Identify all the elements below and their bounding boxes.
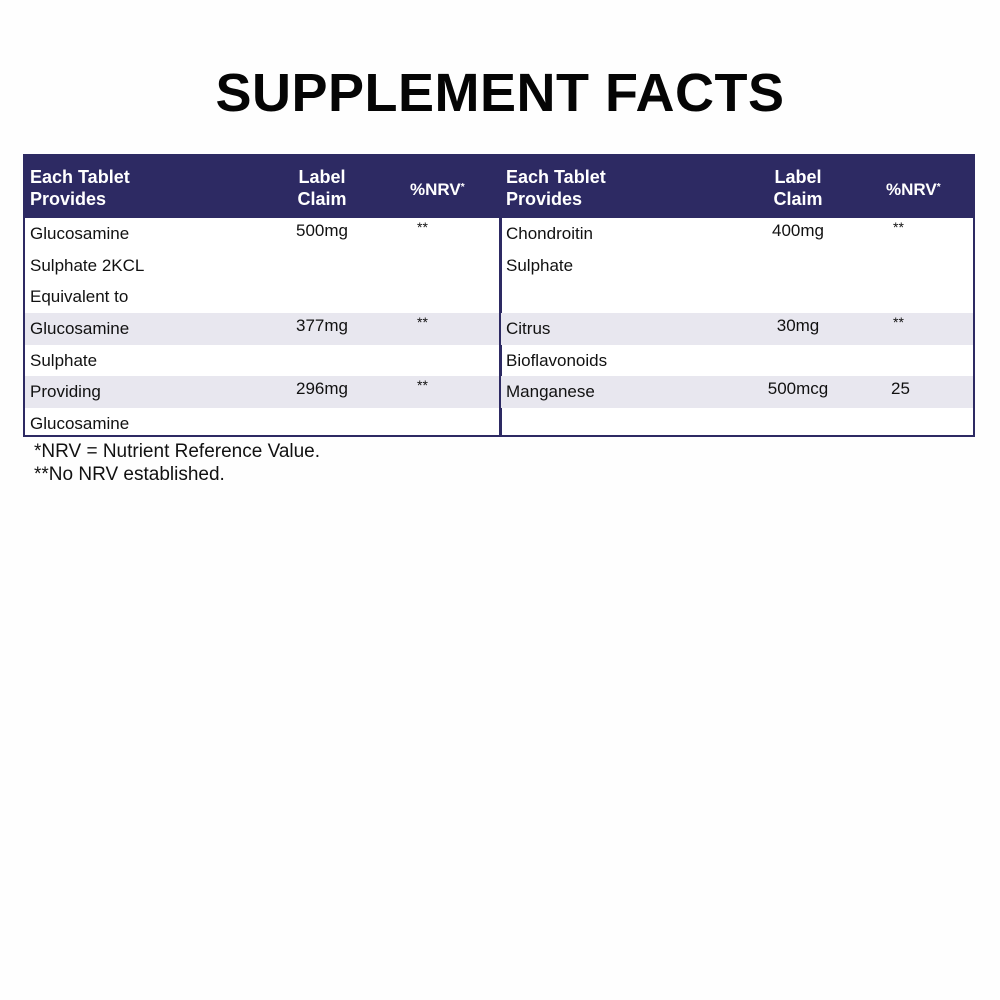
- label-claim-value: 30mg: [776, 316, 820, 336]
- nutrient-name: Glucosamine: [30, 224, 130, 243]
- header-label-claim: Label Claim: [773, 167, 823, 209]
- nutrient-name: Sulphate: [30, 350, 98, 370]
- supplement-table-left: [23, 154, 500, 437]
- nutrient-name: Sulphate 2KCL: [30, 255, 145, 275]
- table-rows: [25, 218, 500, 440]
- table-row: [501, 345, 973, 377]
- table-row: [501, 218, 973, 250]
- table-row: [25, 281, 500, 313]
- table-header: [501, 156, 973, 218]
- nutrient-name: Manganese: [506, 382, 595, 402]
- nutrient-name: Providing: [30, 382, 101, 402]
- footnotes: [34, 440, 320, 486]
- table-row: [25, 313, 500, 345]
- nrv-value: **: [417, 314, 428, 331]
- label-claim-value: 500mcg: [767, 379, 829, 399]
- table-row: [25, 376, 500, 408]
- label-claim-value: 500mg: [296, 221, 348, 240]
- nutrient-name: Citrus: [506, 319, 551, 339]
- footnote-nrv-definition: *NRV = Nutrient Reference Value.: [34, 441, 321, 462]
- table-row: [501, 376, 973, 408]
- label-claim-value: 296mg: [296, 379, 348, 399]
- nutrient-name: Glucosamine: [30, 319, 130, 339]
- nrv-value: 25: [891, 379, 910, 399]
- nutrient-name: Bioflavonoids: [506, 350, 608, 370]
- table-row: [25, 345, 500, 377]
- table-row: [501, 250, 973, 282]
- table-row: [501, 408, 973, 440]
- table-header: [25, 156, 500, 218]
- nrv-value: **: [893, 314, 904, 331]
- nrv-value: **: [893, 219, 904, 235]
- table-row: [25, 408, 500, 440]
- table-row: [25, 218, 500, 250]
- nrv-value: **: [417, 219, 428, 235]
- label-claim-value: 377mg: [296, 316, 348, 336]
- page-title: SUPPLEMENT FACTS: [215, 63, 785, 123]
- header-nrv: %NRV*: [410, 180, 465, 199]
- header-provides: Each Tablet Provides: [506, 167, 606, 209]
- footnote-no-nrv: **No NRV established.: [34, 464, 225, 485]
- nrv-asterisk: *: [936, 182, 941, 193]
- nutrient-name: Sulphate: [506, 255, 574, 275]
- header-provides: Each Tablet Provides: [30, 167, 130, 209]
- nutrient-name: Chondroitin: [506, 224, 593, 243]
- nrv-value: **: [417, 377, 428, 394]
- nrv-asterisk: *: [460, 182, 465, 193]
- supplement-table-right: [499, 154, 975, 437]
- header-label-claim: Label Claim: [297, 167, 347, 209]
- table-row: [501, 313, 973, 345]
- label-claim-value: 400mg: [772, 221, 824, 240]
- table-rows: [501, 218, 973, 440]
- header-nrv: %NRV*: [886, 180, 941, 199]
- table-row: [25, 250, 500, 282]
- nutrient-name: Glucosamine: [30, 414, 130, 434]
- nutrient-name: Equivalent to: [30, 287, 129, 307]
